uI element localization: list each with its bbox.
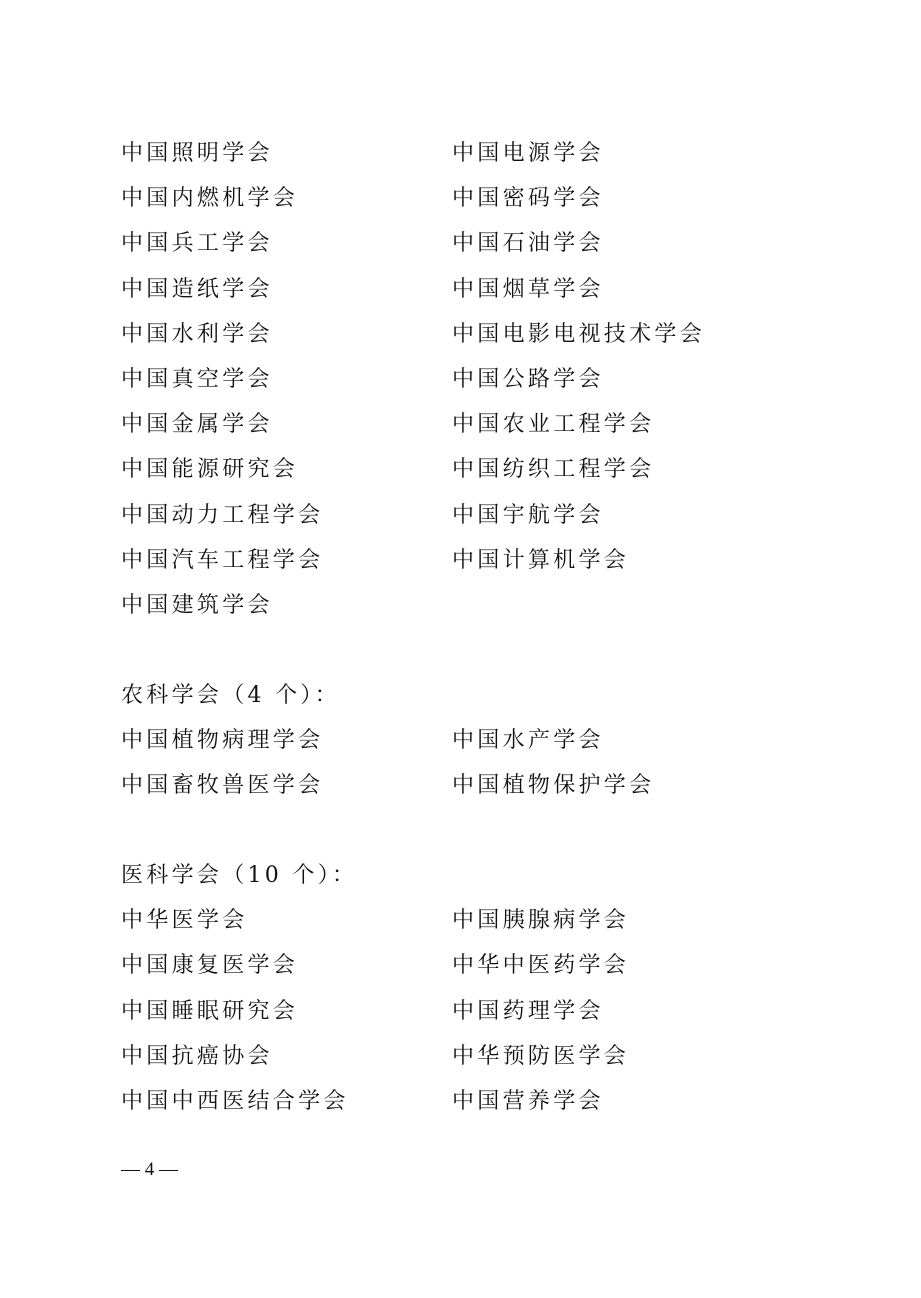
list-item: 中国烟草学会 xyxy=(452,276,604,302)
list-item: 中国电源学会 xyxy=(452,141,604,166)
list-item: 中国植物病理学会 xyxy=(121,728,324,754)
list-item: 中国计算机学会 xyxy=(452,547,630,573)
list-item: 中华医学会 xyxy=(121,908,248,934)
list-item: 中国营养学会 xyxy=(452,1088,604,1114)
list-item: 中国造纸学会 xyxy=(121,276,273,302)
list-item: 中国汽车工程学会 xyxy=(121,547,324,573)
section-engineering-societies xyxy=(121,131,821,628)
list-item: 中国农业工程学会 xyxy=(452,412,655,438)
list-item: 中国石油学会 xyxy=(452,231,604,257)
list-item: 中国照明学会 xyxy=(121,141,273,166)
list-item: 中国植物保护学会 xyxy=(452,773,655,799)
list-item: 中国金属学会 xyxy=(121,412,273,438)
list-item: 中国真空学会 xyxy=(121,366,273,392)
list-item: 中国内燃机学会 xyxy=(121,186,299,212)
list-item: 中国纺织工程学会 xyxy=(452,457,655,483)
section-agricultural-societies xyxy=(121,673,821,809)
section-heading: 农科学会（4 个）： xyxy=(121,683,340,708)
list-item: 中国畜牧兽医学会 xyxy=(121,773,324,799)
list-item: 中国密码学会 xyxy=(452,186,604,212)
society-list xyxy=(121,898,821,1124)
list-item: 中国动力工程学会 xyxy=(121,502,324,528)
list-item: 中国宇航学会 xyxy=(452,502,604,528)
list-item: 中国水利学会 xyxy=(121,321,273,347)
list-item: 中华预防医学会 xyxy=(452,1043,630,1069)
list-item: 中国抗癌协会 xyxy=(121,1043,273,1069)
list-item: 中国睡眠研究会 xyxy=(121,998,299,1024)
page-number: — 4 — xyxy=(121,1159,178,1180)
list-item: 中国建筑学会 xyxy=(121,592,273,618)
list-item: 中国药理学会 xyxy=(452,998,604,1024)
list-item: 中国水产学会 xyxy=(452,728,604,754)
list-item: 中华中医药学会 xyxy=(452,953,630,979)
list-item: 中国公路学会 xyxy=(452,366,604,392)
list-item: 中国兵工学会 xyxy=(121,231,273,257)
list-item: 中国电影电视技术学会 xyxy=(452,321,706,347)
list-item: 中国中西医结合学会 xyxy=(121,1088,349,1114)
society-list xyxy=(121,718,821,808)
section-medical-societies xyxy=(121,853,821,1124)
list-item: 中国胰腺病学会 xyxy=(452,908,630,934)
society-list xyxy=(121,131,821,628)
section-heading: 医科学会（10 个）： xyxy=(121,863,358,888)
list-item: 中国能源研究会 xyxy=(121,457,299,483)
list-item: 中国康复医学会 xyxy=(121,953,299,979)
